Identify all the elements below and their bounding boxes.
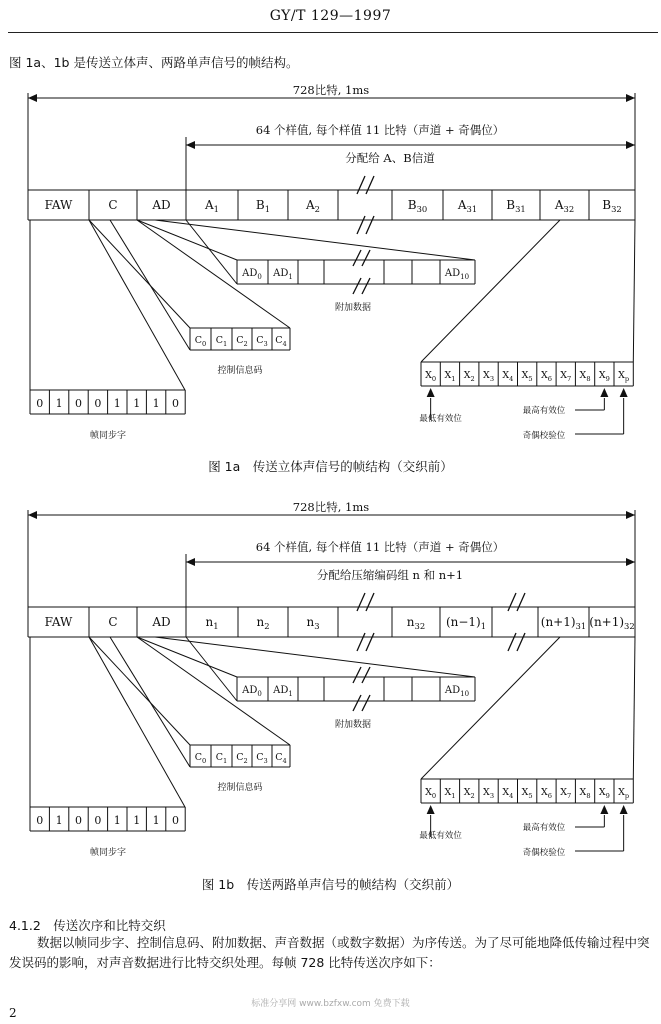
break-mark xyxy=(357,176,365,194)
x-cell-label: $X_7$ xyxy=(560,787,572,800)
break-mark xyxy=(353,695,361,711)
x-label-high: 最高有效位 xyxy=(522,823,566,833)
frame-cell-label: FAW xyxy=(44,615,73,629)
span-arrow-right xyxy=(626,511,635,519)
pointer-arrow xyxy=(620,805,628,814)
ad-cell-label: $AD_{10}$ xyxy=(444,268,470,281)
fan-line xyxy=(633,637,635,779)
ad-caption: 附加数据 xyxy=(334,720,372,730)
x-cell-label: $X_8$ xyxy=(579,787,591,800)
x-cell-label: $X_6$ xyxy=(540,787,552,800)
x-cell-label: $X_1$ xyxy=(444,787,456,800)
bit-value: 0 xyxy=(36,397,44,410)
fan-line xyxy=(137,637,237,677)
x-cell-label: $X_p$ xyxy=(618,370,630,383)
ad-cell-label: $AD_0$ xyxy=(242,685,262,698)
frame-cell-label: $B_1$ xyxy=(255,198,271,214)
break-mark xyxy=(353,278,361,294)
frame-cell-label: $n_{32}$ xyxy=(406,615,426,631)
sample-arrow-left xyxy=(186,558,195,566)
pointer-arrow xyxy=(427,805,435,814)
x-cell-label: $X_0$ xyxy=(425,787,437,800)
break-mark xyxy=(508,633,516,651)
fan-line xyxy=(110,220,190,350)
break-mark xyxy=(366,216,374,234)
bit-value: 0 xyxy=(75,814,82,827)
sample-arrow-right xyxy=(626,141,635,149)
break-mark xyxy=(517,633,525,651)
fan-line xyxy=(137,220,290,328)
assign-label: 分配给 A、B信道 xyxy=(345,151,435,165)
x-cell-label: $X_4$ xyxy=(502,787,514,800)
frame-cell-label: $A_{31}$ xyxy=(457,198,478,214)
frame-cell-label: $A_1$ xyxy=(204,198,220,214)
sample-arrow-left xyxy=(186,141,195,149)
break-mark xyxy=(357,593,365,611)
x-cell-label: $X_2$ xyxy=(463,787,475,800)
sample-span-label: 64 个样值, 每个样值 11 比特（声道 + 奇偶位） xyxy=(255,540,505,554)
c-cell-label: $C_4$ xyxy=(275,335,287,348)
break-mark xyxy=(353,667,361,683)
x-cell-label: $X_9$ xyxy=(598,370,610,383)
section-heading: 4.1.2 传送次序和比特交织 xyxy=(9,918,166,933)
x-label-parity: 奇偶校验位 xyxy=(522,848,566,858)
frame-cell-label: $A_2$ xyxy=(305,198,321,214)
break-mark xyxy=(362,667,370,683)
total-span-label: 728比特, 1ms xyxy=(292,500,370,514)
bit-value: 0 xyxy=(94,397,102,410)
ad-cell-label: $AD_1$ xyxy=(273,685,293,698)
pointer-arrow xyxy=(600,388,608,397)
bit-value: 1 xyxy=(133,397,141,410)
break-mark xyxy=(366,176,374,194)
bit-value: 0 xyxy=(94,814,102,827)
bit-value: 1 xyxy=(55,397,63,410)
x-label-low: 最低有效位 xyxy=(419,831,462,841)
x-cell-label: $X_3$ xyxy=(483,370,495,383)
bit-value: 1 xyxy=(152,397,160,410)
x-cell-label: $X_5$ xyxy=(521,370,533,383)
ad-caption: 附加数据 xyxy=(334,303,372,313)
span-arrow-right xyxy=(626,94,635,102)
frame-cell-label: $A_{32}$ xyxy=(554,198,575,214)
ad-cell-label: $AD_{10}$ xyxy=(444,685,470,698)
ad-cell-label: $AD_1$ xyxy=(273,268,293,281)
x-cell-label: $X_7$ xyxy=(560,370,572,383)
fan-line xyxy=(137,220,237,260)
break-mark xyxy=(366,593,374,611)
fan-line xyxy=(155,637,475,677)
frame-cell-label: C xyxy=(108,198,118,212)
ad-cell-label: $AD_0$ xyxy=(242,268,262,281)
frame-cell-label: $B_{31}$ xyxy=(506,198,526,214)
break-mark xyxy=(517,593,525,611)
frame-cell-label: $B_{32}$ xyxy=(602,198,622,214)
frame-cell-label: $B_{30}$ xyxy=(407,198,428,214)
bits-caption: 帧同步字 xyxy=(89,848,127,858)
body-paragraph: 数据以帧同步字、控制信息码、附加数据、声音数据（或数字数据）为序传送。为了尽可能地降低传输过程中突发误码的影响，对声音数据进行比特交织处理。每帧 728 比特传送次序如下： xyxy=(9,935,650,970)
break-mark xyxy=(353,250,361,266)
frame-cell-label: $(n+1)_{32}$ xyxy=(589,615,635,631)
frame-cell-label: $n_2$ xyxy=(256,615,270,631)
figure-1a-caption: 图 1a 传送立体声信号的帧结构（交织前） xyxy=(208,459,453,474)
fan-line xyxy=(155,220,475,260)
bit-value: 1 xyxy=(113,814,121,827)
fan-line xyxy=(89,220,190,328)
x-cell-label: $X_4$ xyxy=(502,370,514,383)
c-caption: 控制信息码 xyxy=(217,366,263,376)
span-arrow-left xyxy=(28,511,37,519)
c-cell-label: $C_0$ xyxy=(194,752,207,765)
bit-value: 0 xyxy=(75,397,82,410)
x-cell-label: $X_0$ xyxy=(425,370,437,383)
x-cell-label: $X_2$ xyxy=(463,370,475,383)
bit-value: 1 xyxy=(152,814,160,827)
sample-span-label: 64 个样值, 每个样值 11 比特（声道 + 奇偶位） xyxy=(255,123,505,137)
assign-label: 分配给压缩编码组 n 和 n+1 xyxy=(316,568,464,582)
x-cell-label: $X_5$ xyxy=(521,787,533,800)
break-mark xyxy=(357,633,365,651)
c-cell-label: $C_3$ xyxy=(256,752,268,765)
fan-line xyxy=(110,637,190,767)
fan-line xyxy=(89,220,185,390)
c-caption: 控制信息码 xyxy=(217,783,263,793)
break-mark xyxy=(357,216,365,234)
frame-cell-label: C xyxy=(108,615,118,629)
bit-value: 1 xyxy=(113,397,121,410)
fan-line xyxy=(137,637,290,745)
break-mark xyxy=(508,593,516,611)
pointer-arrow xyxy=(427,388,435,397)
watermark: 标准分享网 www.bzfxw.com 免费下载 xyxy=(251,999,410,1009)
c-cell-label: $C_3$ xyxy=(256,335,268,348)
break-mark xyxy=(366,633,374,651)
frame-cell-label: AD xyxy=(152,198,171,212)
bit-value: 0 xyxy=(36,814,44,827)
fan-line xyxy=(421,220,560,362)
x-cell-label: $X_p$ xyxy=(618,787,630,800)
fan-line xyxy=(633,220,635,362)
pointer-arrow xyxy=(600,805,608,814)
x-cell-label: $X_1$ xyxy=(444,370,456,383)
break-mark xyxy=(362,695,370,711)
fan-line xyxy=(421,637,560,779)
frame-cell-label: AD xyxy=(152,615,171,629)
frame-cell-label: $n_1$ xyxy=(205,615,219,631)
x-cell-label: $X_3$ xyxy=(483,787,495,800)
x-label-low: 最低有效位 xyxy=(419,414,462,424)
page-number: 2 xyxy=(9,1006,17,1020)
c-cell-label: $C_2$ xyxy=(236,335,248,348)
bit-value: 1 xyxy=(133,814,141,827)
sample-arrow-right xyxy=(626,558,635,566)
figure-1a xyxy=(0,80,661,450)
figure-1b-caption: 图 1b 传送两路单声信号的帧结构（交织前） xyxy=(201,877,460,892)
total-span-label: 728比特, 1ms xyxy=(292,83,370,97)
x-label-parity: 奇偶校验位 xyxy=(522,431,566,441)
c-cell-label: $C_0$ xyxy=(194,335,207,348)
span-arrow-left xyxy=(28,94,37,102)
c-cell-label: $C_4$ xyxy=(275,752,287,765)
intro-text: 图 1a、1b 是传送立体声、两路单声信号的帧结构。 xyxy=(9,55,299,70)
bit-value: 0 xyxy=(172,397,179,410)
x-cell-label: $X_8$ xyxy=(579,370,591,383)
frame-cell-label: $(n-1)_1$ xyxy=(445,615,487,631)
c-cell-label: $C_2$ xyxy=(236,752,248,765)
frame-cell-label: $(n+1)_{31}$ xyxy=(540,615,587,631)
c-cell-label: $C_1$ xyxy=(215,335,228,348)
header-rule xyxy=(8,32,658,33)
pointer-arrow xyxy=(620,388,628,397)
frame-cell-label: FAW xyxy=(44,198,73,212)
bits-caption: 帧同步字 xyxy=(89,431,127,441)
break-mark xyxy=(362,250,370,266)
x-cell-label: $X_9$ xyxy=(598,787,610,800)
bit-value: 1 xyxy=(55,814,63,827)
x-label-high: 最高有效位 xyxy=(522,406,566,416)
x-cell-label: $X_6$ xyxy=(540,370,552,383)
break-mark xyxy=(362,278,370,294)
frame-cell-label: $n_3$ xyxy=(306,615,320,631)
bit-value: 0 xyxy=(172,814,179,827)
figure-1b xyxy=(0,497,661,867)
document-header: GY/T 129—1997 xyxy=(269,8,392,24)
fan-line xyxy=(89,637,185,807)
fan-line xyxy=(89,637,190,745)
c-cell-label: $C_1$ xyxy=(215,752,228,765)
